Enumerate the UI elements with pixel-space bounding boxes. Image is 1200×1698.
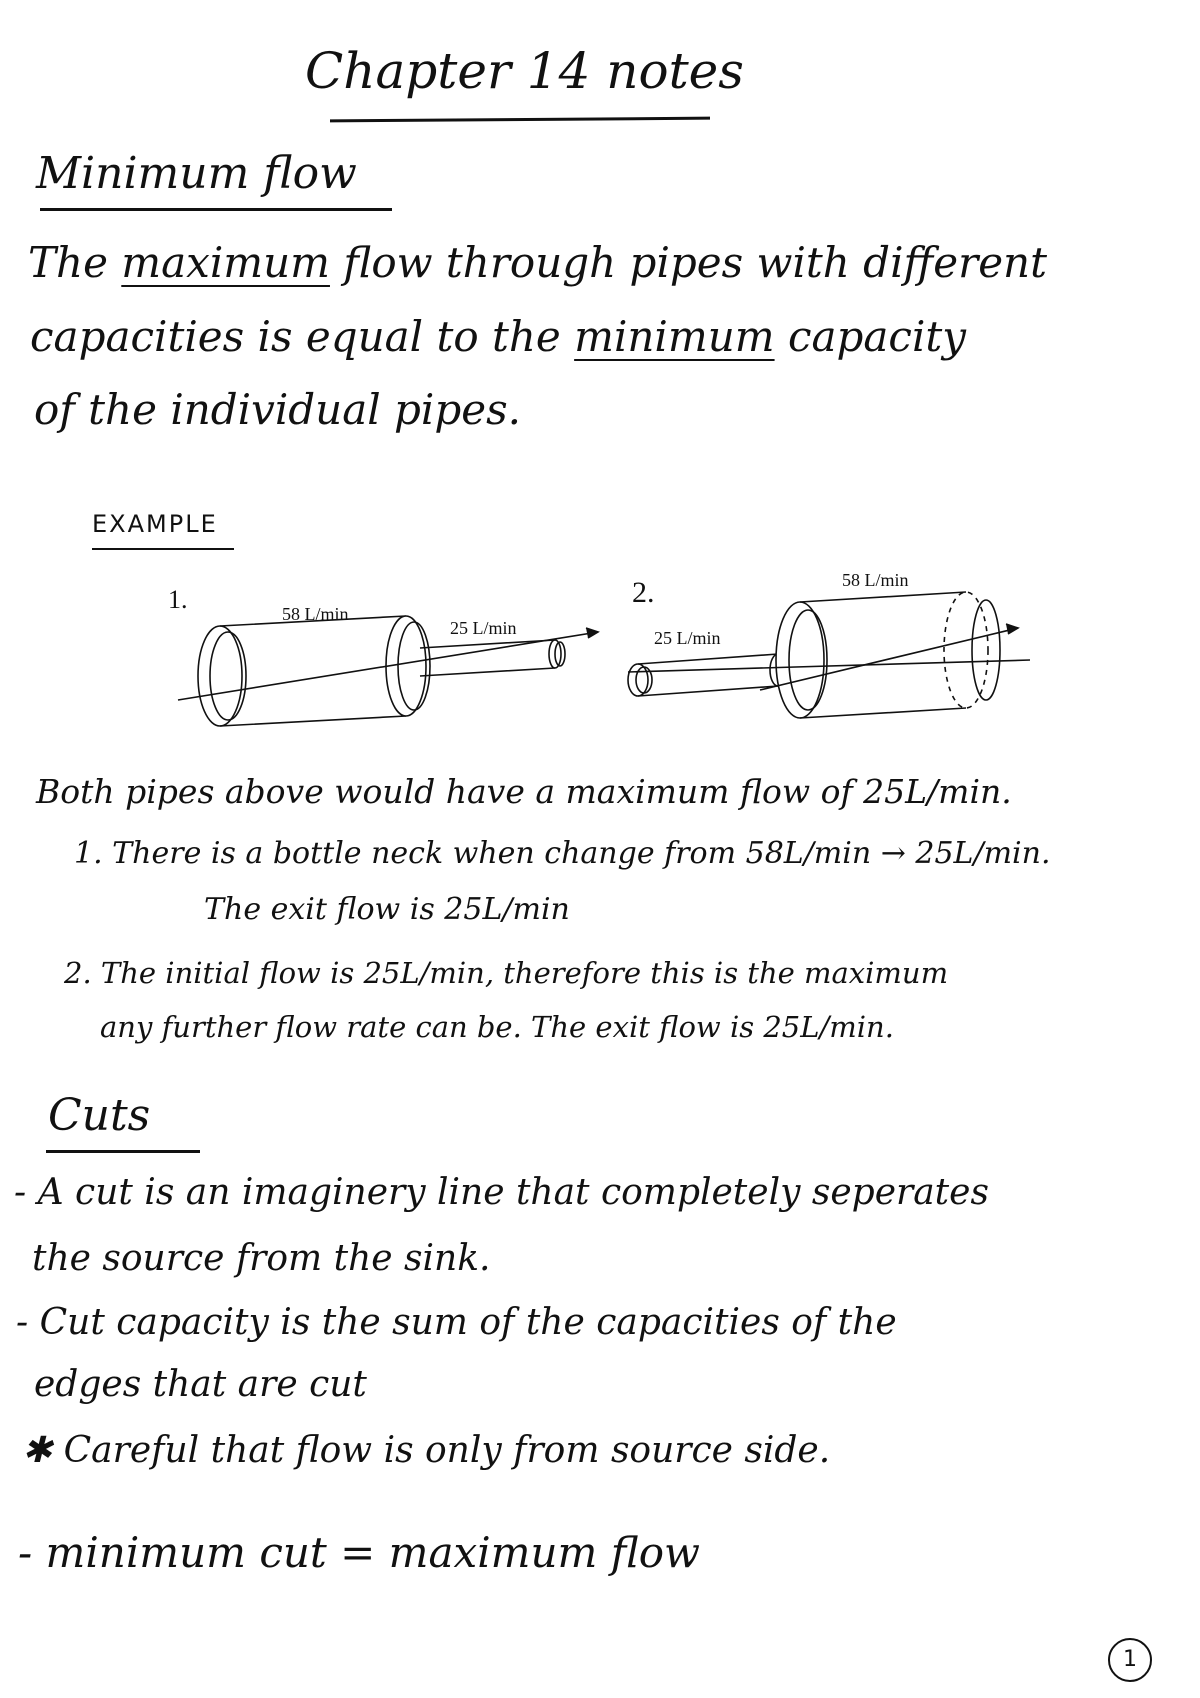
p1-small-capacity: 25 L/min — [450, 618, 517, 638]
diagram-label-1: 1. — [168, 585, 188, 614]
paragraph-line-1: The maximum flow through pipes with different — [28, 238, 1047, 287]
p2-small-capacity: 25 L/min — [654, 628, 721, 648]
paragraph-line-2: capacities is equal to the minimum capacity — [30, 312, 966, 361]
pipe-diagram-1 — [178, 616, 598, 726]
cuts-line-3: - Cut capacity is the sum of the capacities of the — [16, 1302, 897, 1343]
item-1-line-1: 1. There is a bottle neck when change from 58L/min → 25L/min. — [74, 836, 1051, 871]
p1-large-capacity: 58 L/min — [282, 604, 349, 624]
example-label: EXAMPLE — [92, 510, 218, 538]
cuts-line-1: - A cut is an imaginery line that completely seperates — [14, 1172, 989, 1213]
pipe-diagram-2 — [628, 592, 1030, 718]
both-pipes-text: Both pipes above would have a maximum flow of 25L/min. — [36, 772, 1012, 811]
cuts-line-2: the source from the sink. — [32, 1238, 491, 1279]
paragraph-line-3: of the individual pipes. — [34, 385, 521, 434]
heading-cuts: Cuts — [48, 1090, 151, 1141]
heading-minimum-flow: Minimum flow — [36, 148, 357, 199]
cuts-line-6: - minimum cut = maximum flow — [18, 1528, 700, 1577]
heading-underline — [46, 1150, 200, 1153]
item-2-line-1: 2. The initial flow is 25L/min, therefore this is the maximum — [64, 956, 949, 990]
item-1-line-2: The exit flow is 25L/min — [204, 892, 570, 927]
cuts-line-4: edges that are cut — [34, 1364, 367, 1405]
p2-large-capacity: 58 L/min — [842, 570, 909, 590]
diagram-label-2: 2. — [632, 576, 655, 609]
cuts-line-5: ✱ Careful that flow is only from source side. — [22, 1430, 831, 1471]
page-title: Chapter 14 notes — [305, 42, 744, 100]
page-number: 1 — [1108, 1638, 1152, 1682]
item-2-line-2: any further flow rate can be. The exit flow is 25L/min. — [100, 1010, 894, 1044]
